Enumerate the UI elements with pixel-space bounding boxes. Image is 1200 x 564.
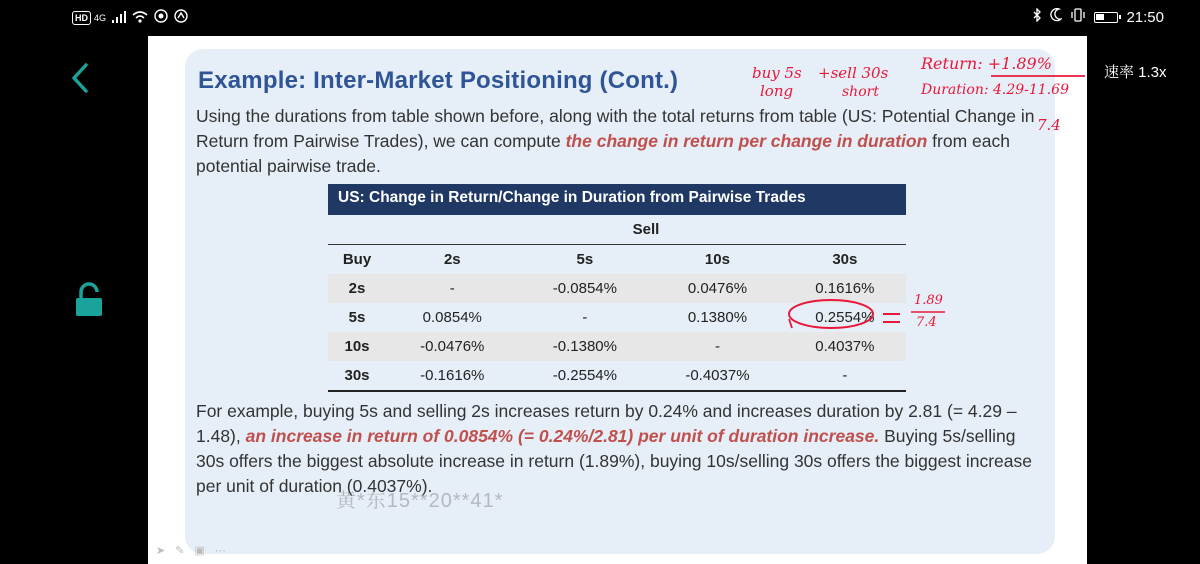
row-label: 10s	[328, 332, 386, 361]
column-header: 2s	[386, 245, 519, 275]
row-label: 2s	[328, 274, 386, 303]
battery-icon	[1094, 12, 1118, 23]
buy-header: Buy	[328, 245, 386, 275]
back-button[interactable]	[66, 62, 94, 94]
slide-toolbar	[156, 544, 226, 557]
annotation-return: Return: +1.89%	[921, 54, 1052, 73]
bluetooth-icon	[1032, 8, 1042, 26]
table-cell: -	[651, 332, 784, 361]
network-type: 4G	[94, 12, 107, 23]
annotation-ratio-den: 7.4	[916, 315, 937, 330]
intro-emphasis: the change in return per change in duration	[565, 131, 928, 151]
table-cell: -0.1380%	[519, 332, 652, 361]
table-cell: 0.0476%	[651, 274, 784, 303]
table-corner-spacer	[328, 214, 386, 245]
column-header: 5s	[519, 245, 652, 275]
status-bar	[0, 0, 1200, 36]
table-cell: 0.2554%	[815, 309, 875, 326]
table-cell: -0.1616%	[386, 361, 519, 391]
slide-title: Example: Inter-Market Positioning (Cont.)	[198, 67, 679, 94]
table-row	[328, 303, 906, 332]
table-caption: US: Change in Return/Change in Duration from Pairwise Trades	[328, 184, 906, 214]
pointer-icon[interactable]: ➤	[156, 545, 166, 557]
intro-paragraph	[196, 104, 1046, 179]
table-cell: -	[386, 274, 519, 303]
sell-header: Sell	[386, 214, 906, 245]
app-icon	[174, 9, 188, 26]
status-left	[72, 9, 188, 26]
table-cell: -0.4037%	[651, 361, 784, 391]
chevron-left-icon	[66, 62, 94, 94]
watermark: 黄*东15**20**41*	[336, 490, 504, 512]
example-paragraph	[196, 399, 1046, 499]
table-cell: -	[582, 309, 588, 326]
slides-icon[interactable]: ▣	[194, 545, 205, 557]
example-emphasis: an increase in return of 0.0854% (= 0.24%/2.81) per unit of duration increase.	[245, 426, 880, 446]
table-cell: -0.0854%	[519, 274, 652, 303]
intro-text-end: from each potential pairwise trade.	[196, 131, 1010, 176]
table-row	[328, 361, 906, 391]
annotation-short: short	[842, 84, 879, 100]
slide-frame	[148, 36, 1087, 564]
table-cell: -0.2554%	[519, 361, 652, 391]
row-label: 5s	[348, 309, 366, 326]
vibrate-icon	[1070, 8, 1086, 26]
signal-icon	[112, 10, 126, 26]
table-row	[328, 332, 906, 361]
status-right	[1032, 8, 1164, 26]
wifi-icon	[132, 10, 148, 26]
annotation-duration: Duration: 4.29-11.69	[921, 82, 1069, 98]
table-cell: 0.1616%	[784, 274, 906, 303]
table-cell: -	[784, 361, 906, 391]
annotation-long: long	[760, 82, 794, 100]
annotation-diff: 7.4	[1037, 116, 1061, 134]
table-cell: 0.4037%	[784, 332, 906, 361]
column-header: 10s	[651, 245, 784, 275]
lock-button[interactable]	[74, 282, 104, 318]
example-text-end: Buying 5s/selling 30s offers the biggest absolute increase in return (1.89%), buying 10s/selling 30s offers the biggest increase per unit of duration (0.4037%).	[196, 426, 1032, 496]
pen-icon[interactable]: ✎	[175, 545, 185, 557]
annotation-buy: buy 5s	[752, 64, 802, 82]
lock-icon	[74, 282, 104, 318]
more-icon[interactable]: ⋯	[214, 545, 226, 557]
row-label: 30s	[328, 361, 386, 391]
column-header: 30s	[784, 245, 906, 275]
intro-text: Using the durations from table shown before, along with the total returns from table (US: Potential Change in Return from Pairwise Trades), we can compute	[196, 106, 1035, 151]
status-time: 21:50	[1126, 8, 1164, 26]
table-row	[328, 274, 906, 303]
notification-icon	[154, 9, 168, 26]
table-cell: -0.0476%	[386, 332, 519, 361]
table-cell: 0.1380%	[687, 309, 748, 326]
return-duration-table	[328, 184, 906, 392]
hd-badge: HD	[72, 11, 91, 25]
table-cell: 0.0854%	[422, 309, 482, 326]
annotation-sell: +sell 30s	[818, 64, 889, 82]
moon-icon	[1050, 8, 1062, 26]
example-text: For example, buying 5s and selling 2s increases return by 0.24% and increases duration by 2.81 (= 4.29 – 1.48),	[196, 401, 1017, 446]
annotation-ratio-num: 1.89	[914, 293, 943, 308]
playback-speed-button[interactable]: 速率 1.3x	[1104, 64, 1167, 81]
